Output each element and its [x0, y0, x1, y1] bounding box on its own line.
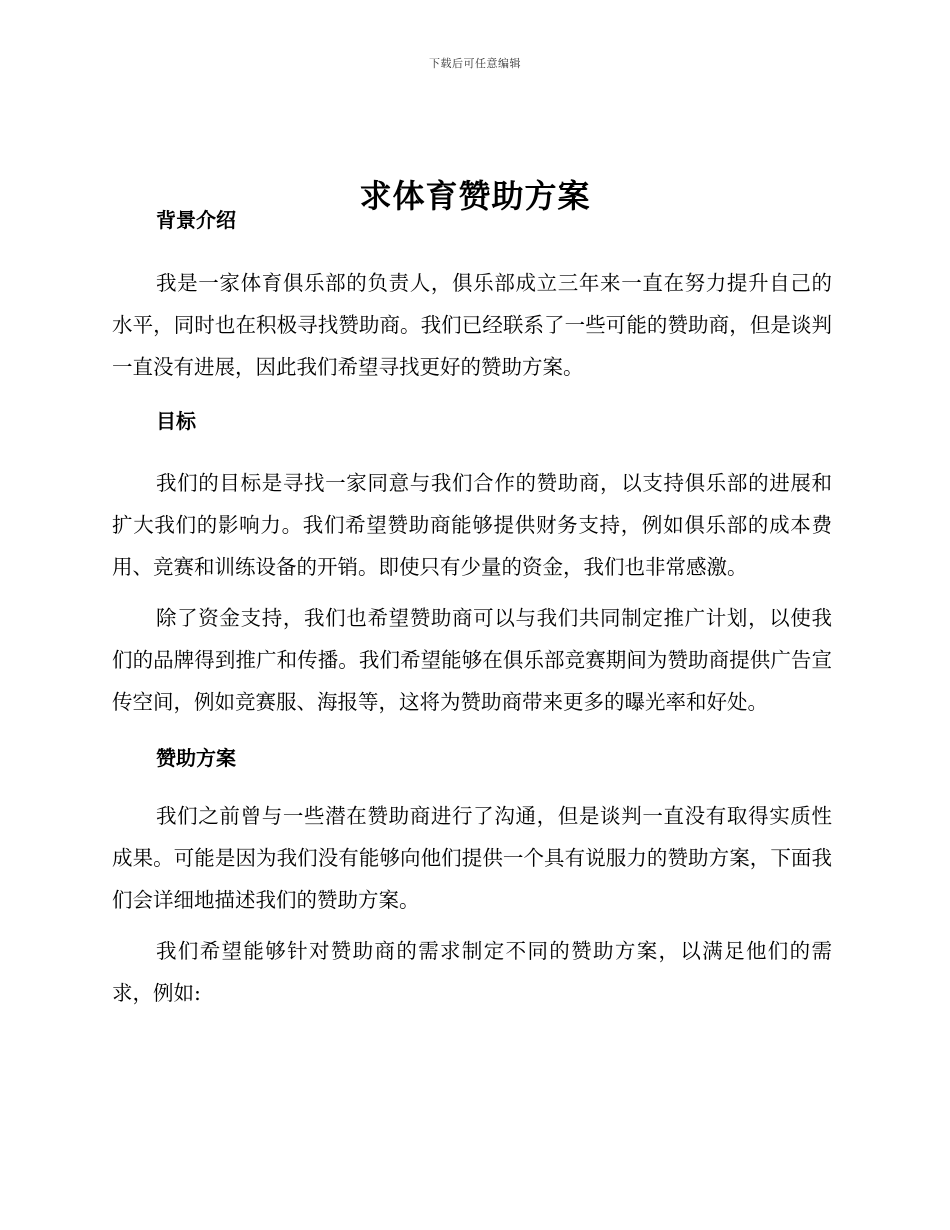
- page-header: 下载后可任意编辑: [429, 57, 521, 70]
- paragraph-plan-intro: 我们之前曾与一些潜在赞助商进行了沟通，但是谈判一直没有取得实质性成果。可能是因为我们没有能够向他们提供一个具有说服力的赞助方案，下面我们会详细地描述我们的赞助方案。: [112, 804, 832, 912]
- section-heading-goal: 目标: [156, 409, 196, 433]
- paragraph-background: 我是一家体育俱乐部的负责人，俱乐部成立三年来一直在努力提升自己的水平，同时也在积极寻找赞助商。我们已经联系了一些可能的赞助商，但是谈判一直没有进展，因此我们希望寻找更好的赞助方案。: [112, 271, 832, 379]
- paragraph-goal-funding: 我们的目标是寻找一家同意与我们合作的赞助商，以支持俱乐部的进展和扩大我们的影响力。我们希望赞助商能够提供财务支持，例如俱乐部的成本费用、竞赛和训练设备的开销。即使只有少量的资金，我们也非常感激。: [112, 471, 832, 579]
- document-title: 求体育赞助方案: [359, 177, 591, 216]
- section-heading-sponsorship-plan: 赞助方案: [156, 746, 236, 770]
- section-heading-background: 背景介绍: [156, 208, 236, 232]
- paragraph-plan-examples: 我们希望能够针对赞助商的需求制定不同的赞助方案，以满足他们的需求，例如:: [112, 939, 832, 1005]
- paragraph-goal-promotion: 除了资金支持，我们也希望赞助商可以与我们共同制定推广计划，以使我们的品牌得到推广和传播。我们希望能够在俱乐部竞赛期间为赞助商提供广告宣传空间，例如竞赛服、海报等，这将为赞助商带来更多的曝光率和好处。: [112, 606, 832, 714]
- document-body: [112, 200, 832, 1014]
